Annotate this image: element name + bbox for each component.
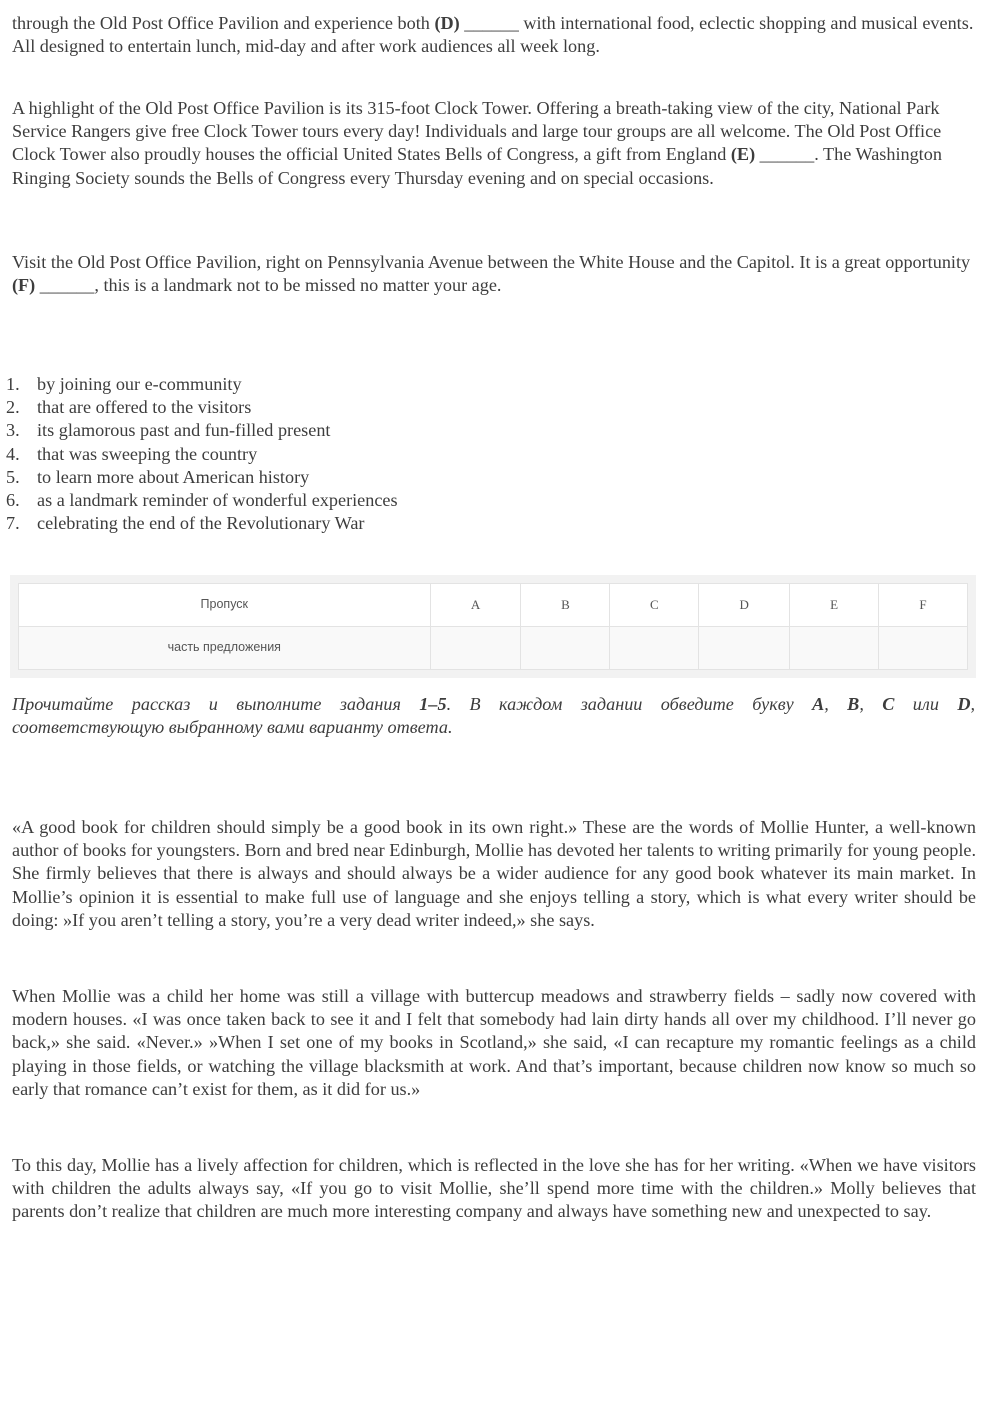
- column-letter-c: C: [610, 584, 699, 627]
- answer-cell-a[interactable]: [430, 627, 521, 670]
- column-letter-d: D: [699, 584, 790, 627]
- table-row: [19, 627, 968, 670]
- answer-options-list: [6, 373, 398, 535]
- gap-blank-e: ______: [755, 144, 815, 165]
- gap-label-e: (E): [730, 144, 756, 165]
- passage-paragraph-f: [12, 251, 976, 297]
- answer-table: [18, 583, 968, 670]
- paragraph-text: through the Old Post Office Pavilion and experience both: [12, 13, 435, 33]
- column-letter-a: A: [430, 584, 521, 627]
- paragraph-text: with international food, eclectic shopping and musical events. All designed to entertain lunch, mid-day and after work audiences all week long.: [12, 13, 974, 57]
- passage-paragraph-e: [12, 97, 976, 190]
- answer-cell-e[interactable]: [790, 627, 879, 670]
- gap-label-d: (D): [434, 13, 460, 33]
- answer-cell-c[interactable]: [610, 627, 699, 670]
- answer-cell-b[interactable]: [521, 627, 610, 670]
- row-label-sentence-part: часть предложения: [19, 627, 431, 670]
- column-letter-f: F: [879, 584, 968, 627]
- answer-option: 6. as a landmark reminder of wonderful experiences: [6, 489, 398, 510]
- instructions-line-1: Прочитайте рассказ и выполните задания 1–5. В каждом задании обведите букву A, B, C или D,: [12, 694, 976, 714]
- gap-blank-d: ______: [459, 13, 524, 33]
- answer-cell-f[interactable]: [879, 627, 968, 670]
- story-paragraph-3: To this day, Mollie has a lively affection for children, which is reflected in the love she has for her writing. «When we have visitors with children the adults always say, «If you go to visit Mollie, she’ll spend more time with the children.» Molly believes that parents don’t realize that children are much more interesting company and always have something new and unexpected to say.: [12, 1155, 976, 1222]
- column-letter-b: B: [521, 584, 610, 627]
- answer-table-container: [10, 575, 976, 678]
- answer-option: 4. that was sweeping the country: [6, 443, 258, 464]
- answer-option: 5. to learn more about American history: [6, 466, 310, 487]
- passage-paragraph-d: [12, 12, 976, 58]
- answer-option: 3. its glamorous past and fun-filled present: [6, 420, 331, 441]
- paragraph-text: . The Washington Ringing Society sounds the Bells of Congress every Thursday evening and on special occasions.: [12, 144, 942, 188]
- paragraph-text: Visit the Old Post Office Pavilion, right on Pennsylvania Avenue between the White House and the Capitol. It is a great opportunity: [12, 252, 971, 272]
- answer-option: 7. celebrating the end of the Revolutionary War: [6, 513, 365, 534]
- gap-blank-f: ______: [35, 275, 95, 296]
- story-paragraph-2: When Mollie was a child her home was still a village with buttercup meadows and strawberry fields – sadly now covered with modern houses. «I was once taken back to see it and I felt that somebody had lain dirty hands all over my childhood. I’ll never go back,» she said. «Never.» »When I set one of my books in Scotland,» she said, «I can recapture my romantic feelings as a child playing in those fields, or watching the village blacksmith at work. And that’s important, because children now know so much so early that romance can’t exist for them, as it did for us.»: [12, 986, 976, 1099]
- answer-option: 1. by joining our e-community: [6, 374, 242, 394]
- paragraph-text: A highlight of the Old Post Office Pavilion is its 315-foot Clock Tower. Offering a breath-taking view of the city, National Park Service Rangers give free Clock Tower tours every day! Individuals and large tour groups are all welcome. The Old Post Office Clock Tower also proudly houses the official United States Bells of Congress, a gift from England: [12, 98, 942, 165]
- row-label-gap: Пропуск: [19, 584, 431, 627]
- column-letter-e: E: [790, 584, 879, 627]
- table-row: [19, 584, 968, 627]
- gap-label-f: (F): [12, 275, 36, 296]
- answer-option: 2. that are offered to the visitors: [6, 397, 252, 418]
- instructions-line-2: соответствующую выбранному вами варианту ответа.: [12, 717, 453, 737]
- answer-cell-d[interactable]: [699, 627, 790, 670]
- paragraph-text: , this is a landmark not to be missed no matter your age.: [94, 275, 502, 296]
- story-paragraph-1: «A good book for children should simply be a good book in its own right.» These are the words of Mollie Hunter, a well-known author of books for youngsters. Born and bred near Edinburgh, Mollie has devoted her talents to writing primarily for young people. She firmly believes that there is always and should always be a wider audience for any good book whatever its main market. In Mollie’s opinion it is essential to make full use of language and she enjoys telling a story, which is what every writer should be doing: »If you aren’t telling a story, you’re a very dead writer indeed,» she says.: [12, 817, 976, 930]
